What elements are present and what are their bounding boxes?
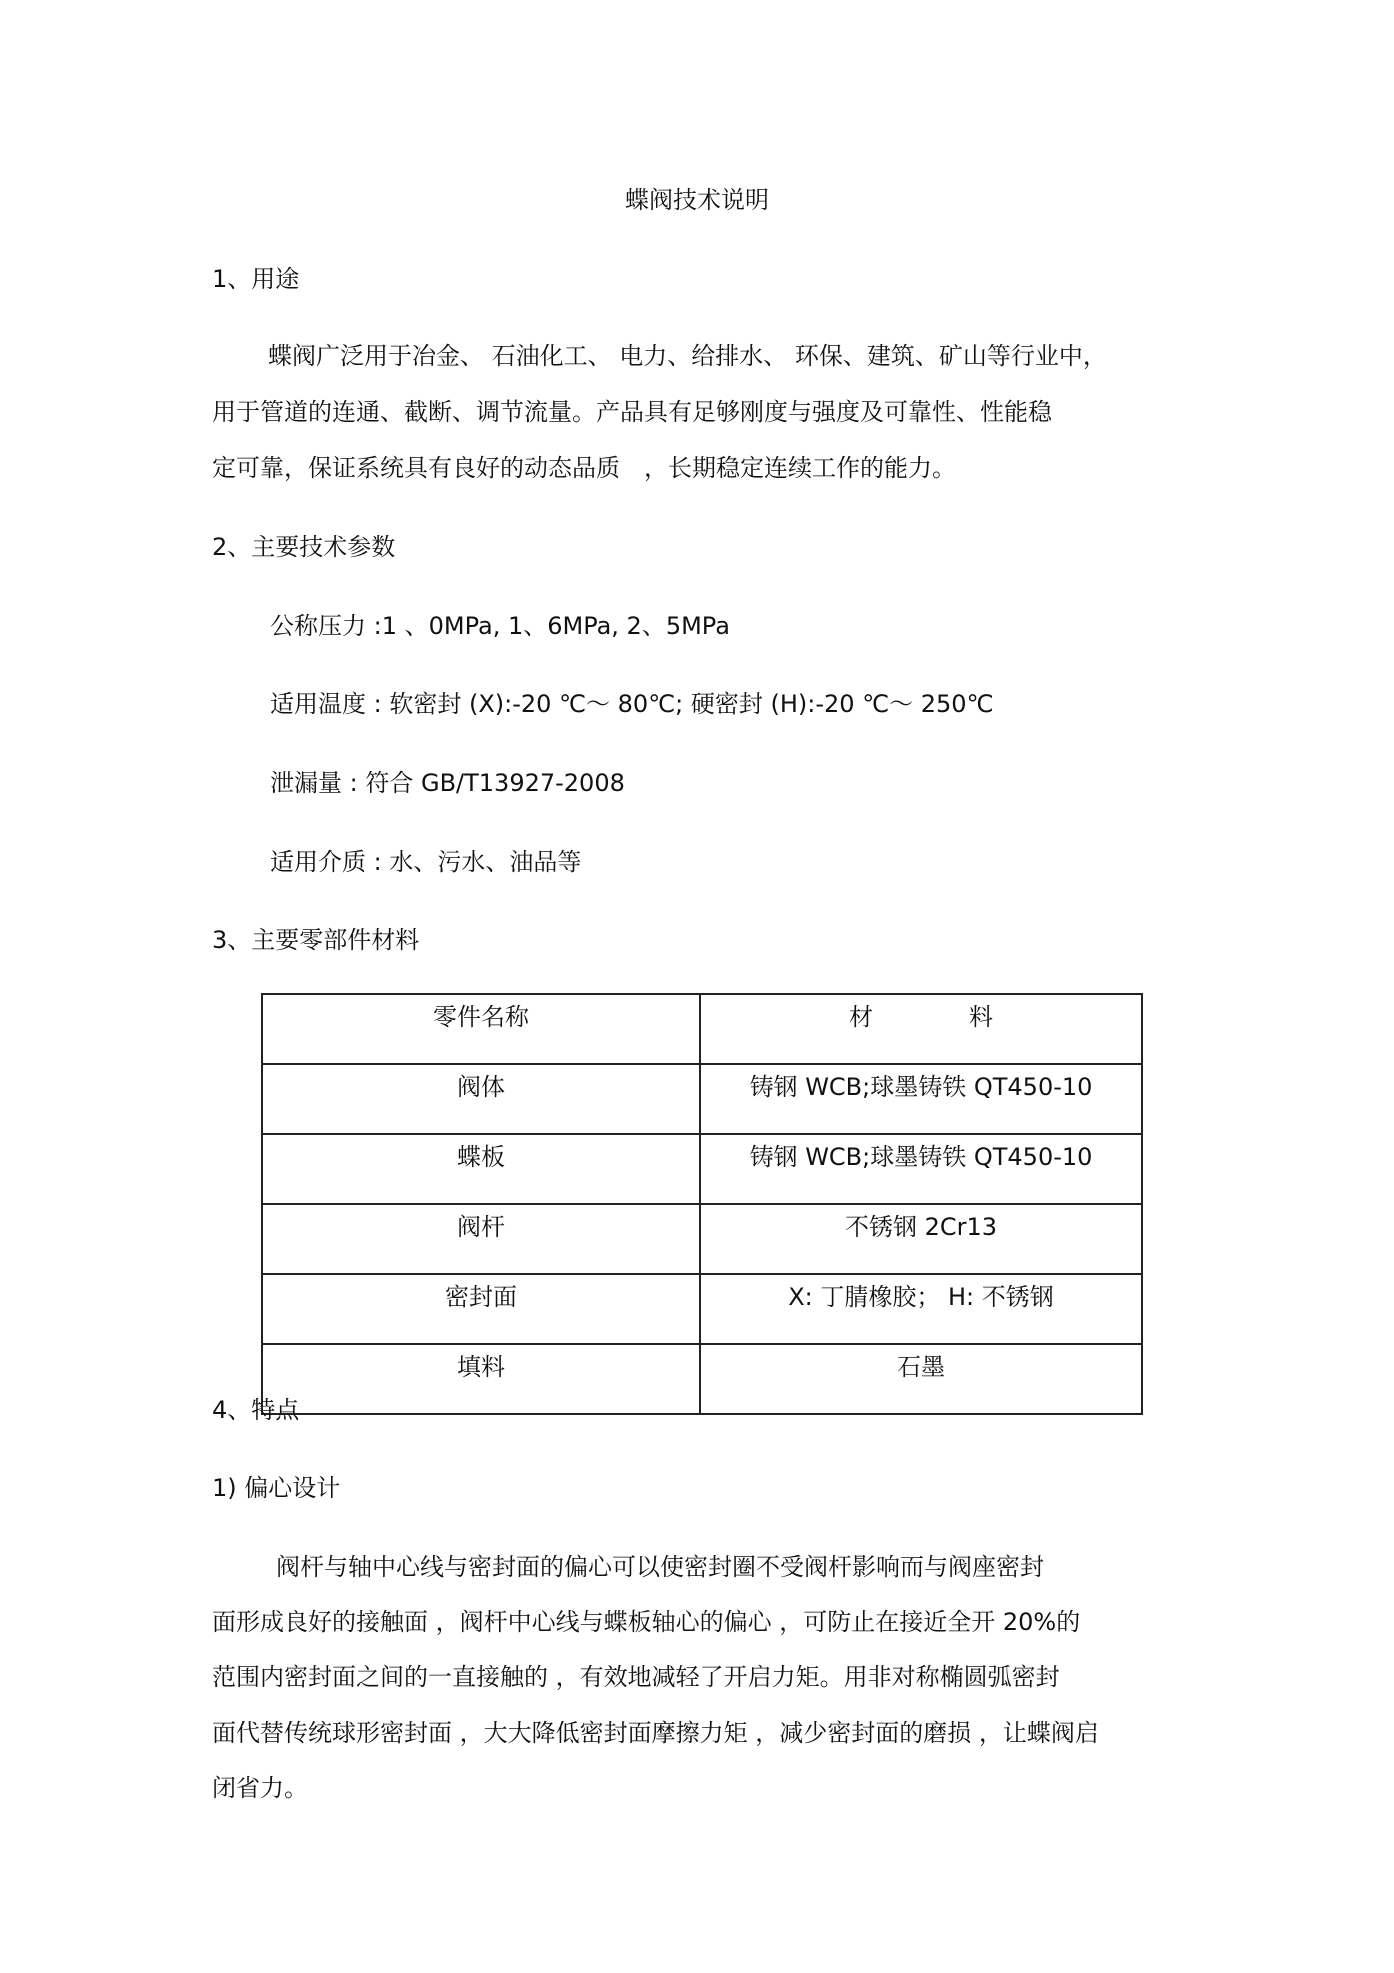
table-cell-material: 铸钢 WCB;球墨铸铁 QT450-10 <box>700 1064 1142 1134</box>
param-temperature: 适用温度 : 软密封 (X):-20 ℃～ 80℃; 硬密封 (H):-20 ℃～ 250℃ <box>270 690 994 718</box>
table-cell-part: 阀体 <box>262 1064 700 1134</box>
table-cell-material: 铸钢 WCB;球墨铸铁 QT450-10 <box>700 1134 1142 1204</box>
table-cell-part: 蝶板 <box>262 1134 700 1204</box>
param-pressure: 公称压力 :1 、0MPa, 1、6MPa, 2、5MPa <box>270 612 730 640</box>
table-cell-part: 阀杆 <box>262 1204 700 1274</box>
usage-line-1: 蝶阀广泛用于冶金、 石油化工、 电力、给排水、 环保、建筑、矿山等行业中， <box>268 342 1107 370</box>
table-cell-part: 密封面 <box>262 1274 700 1344</box>
section-heading-materials: 3、主要零部件材料 <box>212 926 420 954</box>
table-row <box>262 1274 1142 1344</box>
table-cell-part: 填料 <box>262 1344 700 1414</box>
table-row <box>262 1344 1142 1414</box>
table-cell-material: 石墨 <box>700 1344 1142 1414</box>
table-header-row <box>262 994 1142 1064</box>
param-medium: 适用介质 : 水、污水、油品等 <box>270 848 582 876</box>
feature-line-1: 阀杆与轴中心线与密封面的偏心可以使密封圈不受阀杆影响而与阀座密封 <box>276 1553 1044 1581</box>
feature-subheading: 1) 偏心设计 <box>212 1474 341 1502</box>
table-row <box>262 1134 1142 1204</box>
usage-line-2: 用于管道的连通、截断、调节流量。产品具有足够刚度与强度及可靠性、性能稳 <box>212 398 1052 426</box>
section-heading-params: 2、主要技术参数 <box>212 533 396 561</box>
document-title: 蝶阀技术说明 <box>625 186 769 214</box>
table-cell-material: X: 丁腈橡胶； H: 不锈钢 <box>700 1274 1142 1344</box>
feature-line-5: 闭省力。 <box>212 1774 308 1802</box>
table-header-part-name: 零件名称 <box>262 994 700 1064</box>
feature-line-3: 范围内密封面之间的一直接触的 ，有效地减轻了开启力矩。用非对称椭圆弧密封 <box>212 1663 1060 1691</box>
usage-line-3: 定可靠，保证系统具有良好的动态品质 ，长期稳定连续工作的能力。 <box>212 454 956 482</box>
table-row <box>262 1204 1142 1274</box>
materials-table <box>261 993 1143 1415</box>
table-row <box>262 1064 1142 1134</box>
param-leakage: 泄漏量 : 符合 GB/T13927-2008 <box>270 769 625 797</box>
table-header-material: 材 料 <box>700 994 1142 1064</box>
table-cell-material: 不锈钢 2Cr13 <box>700 1204 1142 1274</box>
feature-line-2: 面形成良好的接触面 ，阀杆中心线与蝶板轴心的偏心 ，可防止在接近全开 20%的 <box>212 1608 1081 1636</box>
section-heading-usage: 1、用途 <box>212 265 300 293</box>
feature-line-4: 面代替传统球形密封面 ，大大降低密封面摩擦力矩 ，减少密封面的磨损 ，让蝶阀启 <box>212 1719 1099 1747</box>
section-heading-features: 4、特点 <box>212 1396 300 1424</box>
